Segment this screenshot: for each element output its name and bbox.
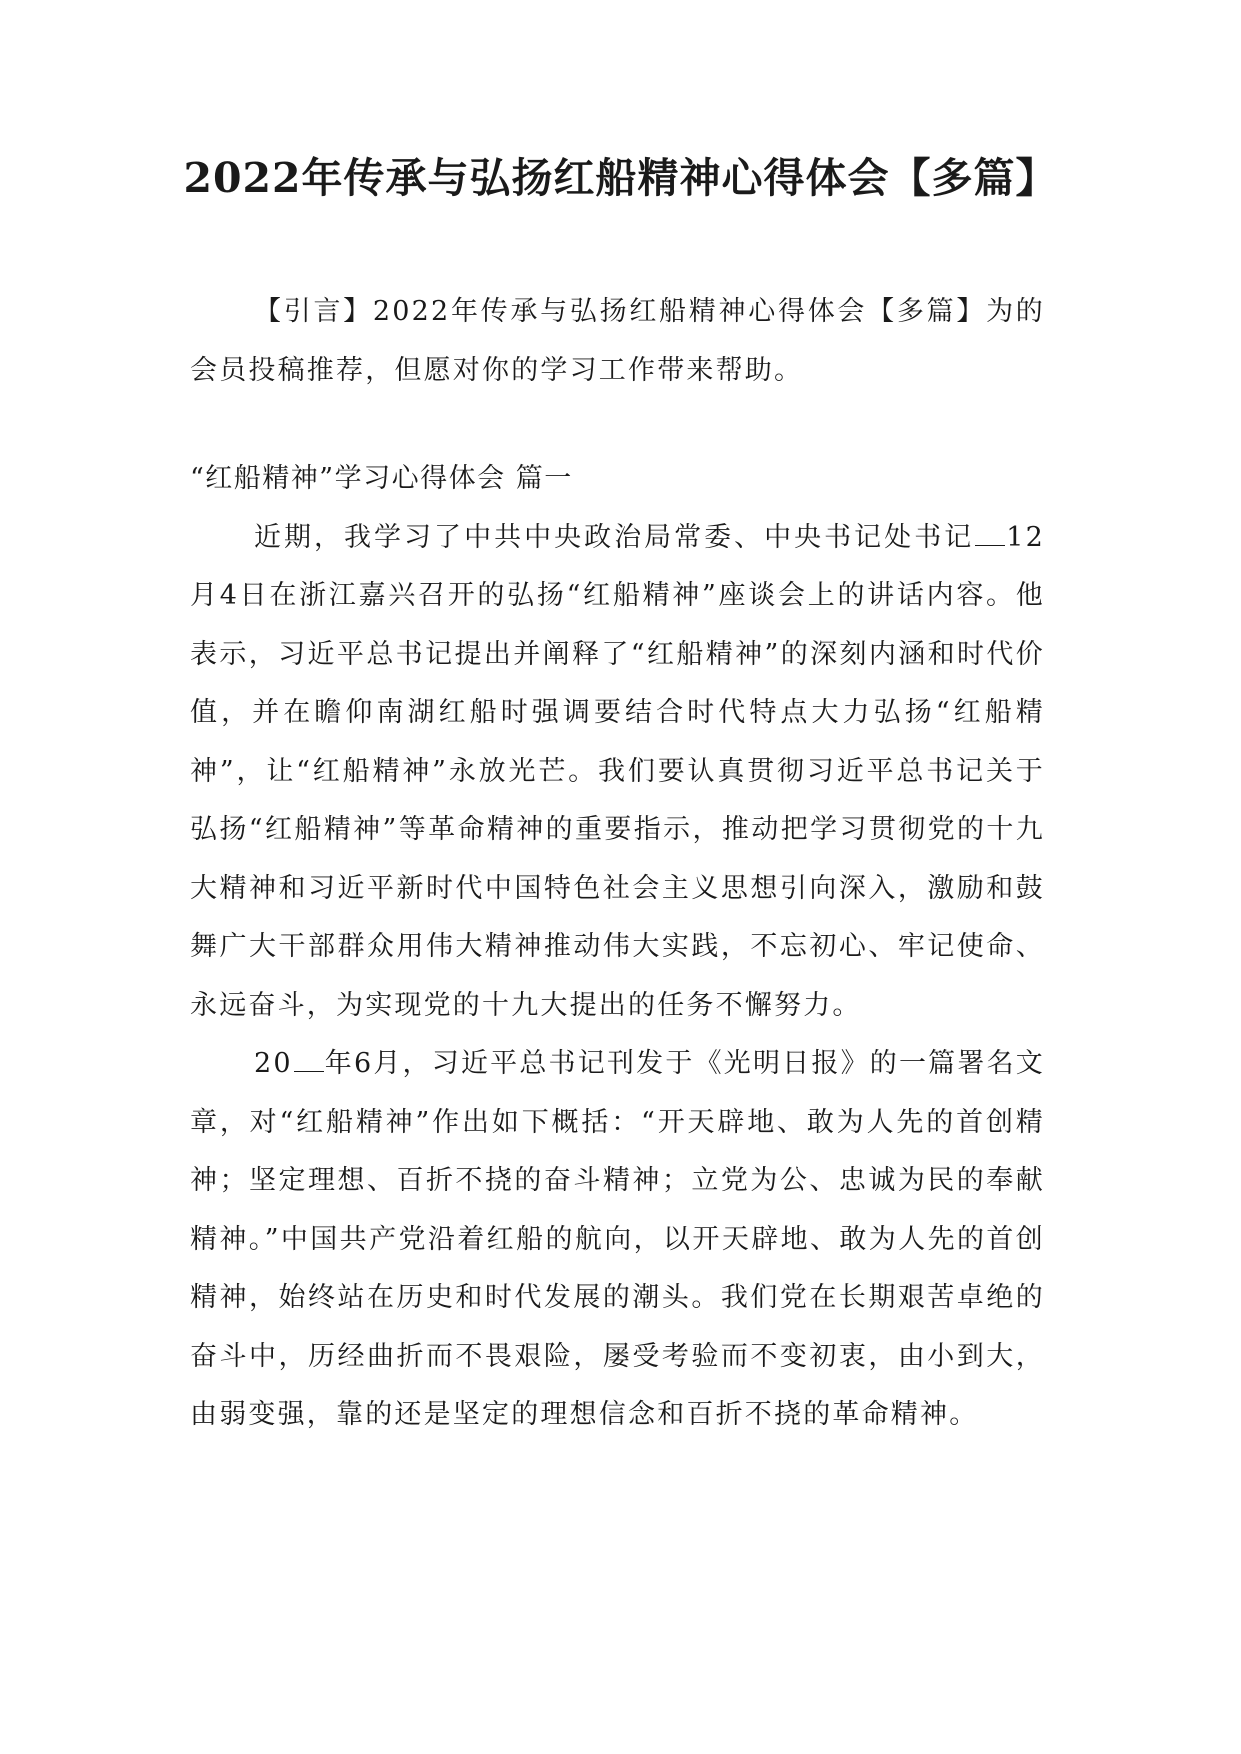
paragraph-2-rest: 年6月，习近平总书记刊发于《光明日报》的一篇署名文章，对“红船精神”作出如下概括：“开天辟地、敢为人先的首创精神；坚定理想、百折不挠的奋斗精神；立党为公、忠诚为民的奉献精神。”中国共产党沿着红船的航向，以开天辟地、敢为人先的首创精神，始终站在历史和时代发展的潮头。我们党在长期艰苦卓绝的奋斗中，历经曲折而不畏艰险，屡受考验而不变初衷，由小到大，由弱变强，靠的还是坚定的理想信念和百折不挠的革命精神。 bbox=[190, 1048, 1045, 1430]
body-paragraph-1 bbox=[190, 509, 1045, 1036]
document-title: 2022年传承与弘扬红船精神心得体会【多篇】 bbox=[183, 154, 1058, 202]
document-body bbox=[190, 283, 1045, 1445]
paragraph-1-lead: 近期，我学习了中共中央政治局常委、中央书记处书记 bbox=[254, 521, 975, 553]
redacted-name-blank bbox=[975, 523, 1005, 546]
intro-paragraph: 【引言】2022年传承与弘扬红船精神心得体会【多篇】为的会员投稿推荐，但愿对你的学习工作带来帮助。 bbox=[190, 296, 1045, 386]
paragraph-1-rest: 12月4日在浙江嘉兴召开的弘扬“红船精神”座谈会上的讲话内容。他表示，习近平总书记提出并阐释了“红船精神”的深刻内涵和时代价值，并在瞻仰南湖红船时强调要结合时代特点大力弘扬“红船精神”，让“红船精神”永放光芒。我们要认真贯彻习近平总书记关于弘扬“红船精神”等革命精神的重要指示，推动把学习贯彻党的十九大精神和习近平新时代中国特色社会主义思想引向深入，激励和鼓舞广大干部群众用伟大精神推动伟大实践，不忘初心、牢记使命、永远奋斗，为实现党的十九大提出的任务不懈努力。 bbox=[190, 521, 1045, 1021]
paragraph-2-lead: 20 bbox=[254, 1048, 293, 1079]
section-heading: “红船精神”学习心得体会 篇一 bbox=[190, 463, 573, 494]
redacted-year-blank bbox=[294, 1049, 324, 1072]
body-paragraph-2 bbox=[190, 1035, 1045, 1445]
